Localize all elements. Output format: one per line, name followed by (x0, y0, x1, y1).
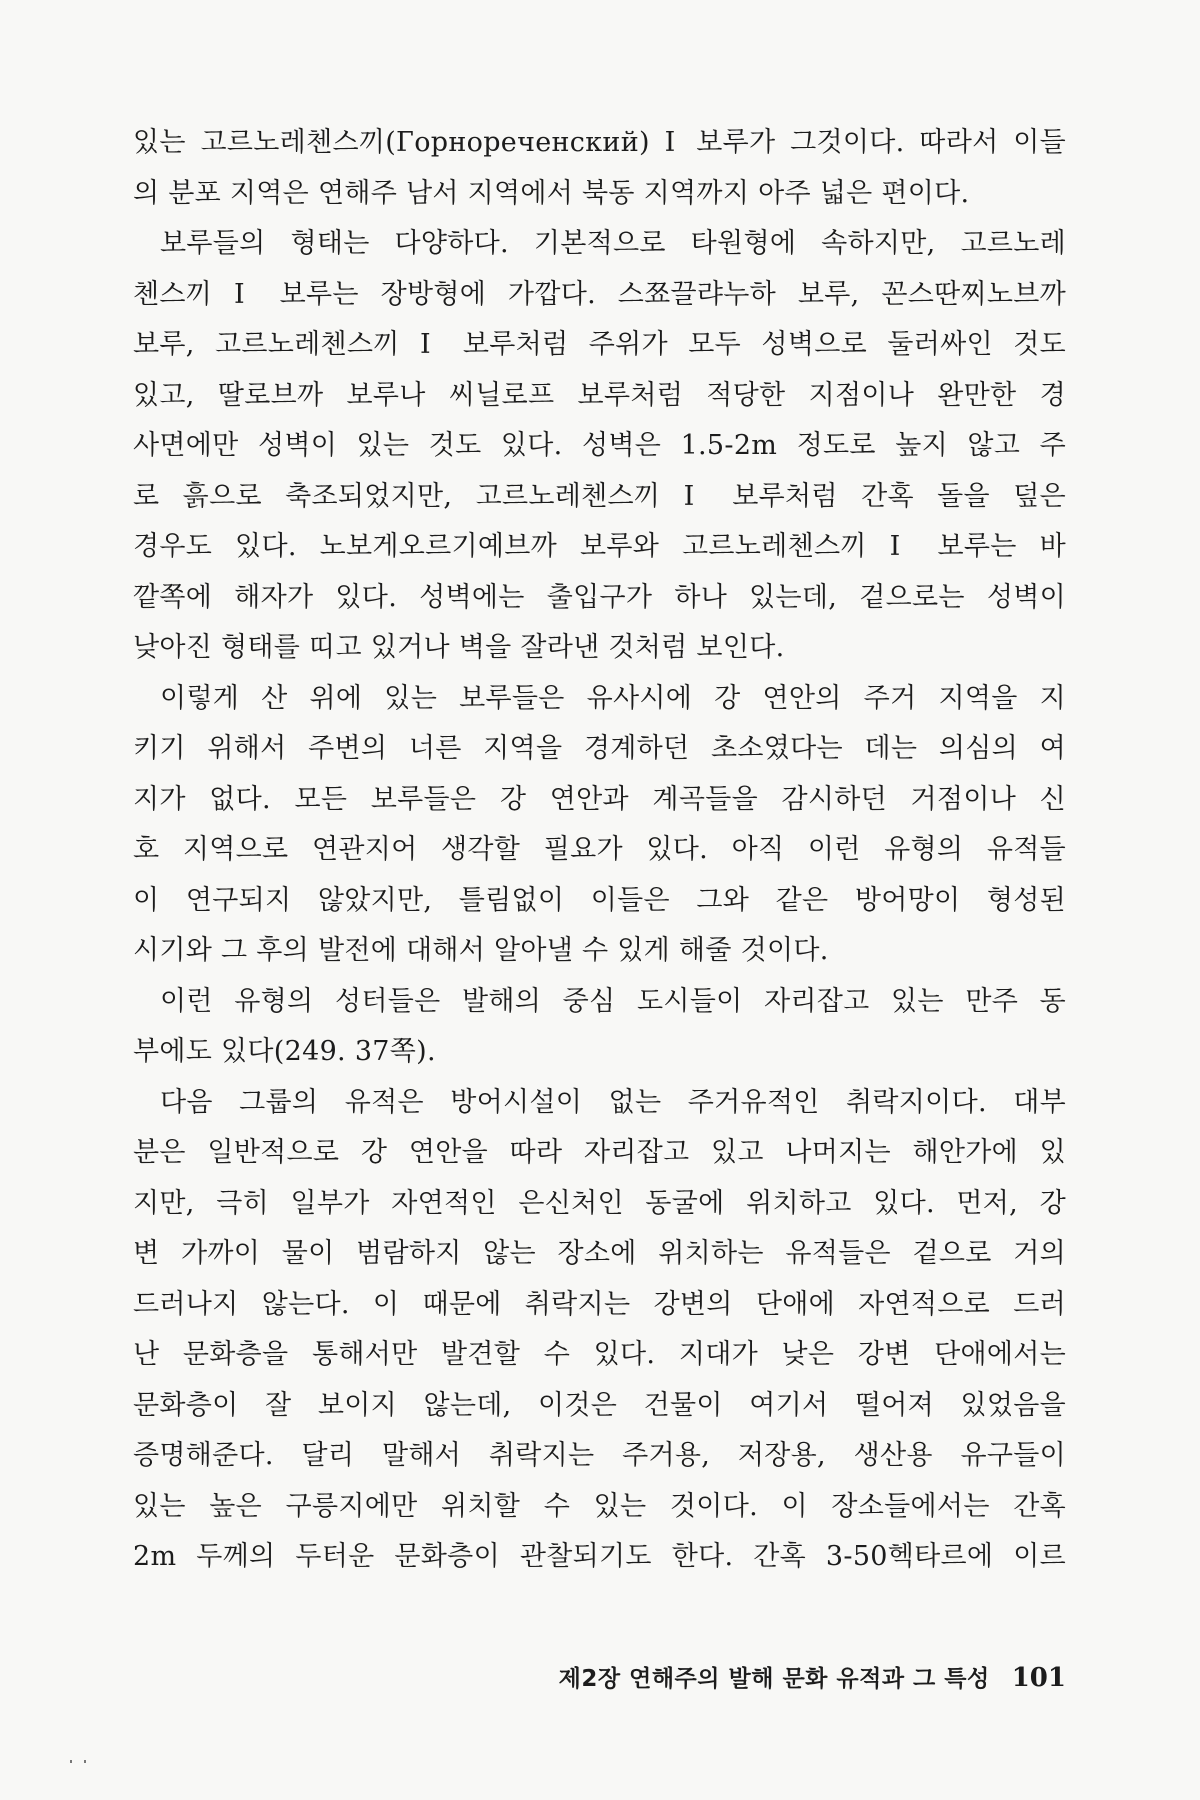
text-line: 로 흙으로 축조되었지만, 고르노레첸스끼 Ⅰ 보루처럼 간혹 돌을 덮은 (133, 480, 1066, 512)
text-line: 보루들의 형태는 다양하다. 기본적으로 타원형에 속하지만, 고르노레 (160, 228, 1066, 259)
scan-artifact-mark (70, 1760, 90, 1768)
text-line: 경우도 있다. 노보게오르기예브까 보루와 고르노레첸스끼 Ⅰ 보루는 바 (133, 531, 1066, 562)
text-line: 이 연구되지 않았지만, 틀림없이 이들은 그와 같은 방어망이 형성된 (133, 884, 1066, 916)
text-line: 낮아진 형태를 띠고 있거나 벽을 잘라낸 것처럼 보인다. (133, 632, 785, 663)
text-line: 증명해준다. 달리 말해서 취락지는 주거용, 저장용, 생산용 유구들이 (133, 1440, 1066, 1471)
running-title: 제2장 연해주의 발해 문화 유적과 그 특성 (558, 1666, 990, 1692)
text-line: 드러나지 않는다. 이 때문에 취락지는 강변의 단애에 자연적으로 드러 (133, 1288, 1066, 1320)
text-line: 다음 그룹의 유적은 방어시설이 없는 주거유적인 취락지이다. 대부 (160, 1086, 1066, 1118)
text-line: 있는 고르노레첸스끼(Горнореченский) Ⅰ 보루가 그것이다. 따라서 이들 (133, 127, 1066, 158)
text-line: 2m 두께의 두터운 문화층이 관찰되기도 한다. 간혹 3-50헥타르에 이르 (133, 1541, 1066, 1572)
text-line: 첸스끼 Ⅰ 보루는 장방형에 가깝다. 스쬬끌랴누하 보루, 꼰스딴찌노브까 (133, 278, 1066, 310)
text-line: 지만, 극히 일부가 자연적인 은신처인 동굴에 위치하고 있다. 먼저, 강 (133, 1187, 1066, 1219)
text-line: 있고, 딸로브까 보루나 씨닐로프 보루처럼 적당한 지점이나 완만한 경 (133, 379, 1066, 411)
page-number: 101 (1011, 1663, 1066, 1693)
text-line: 변 가까이 물이 범람하지 않는 장소에 위치하는 유적들은 겉으로 거의 (133, 1238, 1066, 1269)
body-text (133, 118, 1066, 1583)
text-line: 이렇게 산 위에 있는 보루들은 유사시에 강 연안의 주거 지역을 지 (160, 682, 1066, 714)
text-line: 있는 높은 구릉지에만 위치할 수 있는 것이다. 이 장소들에서는 간혹 (133, 1490, 1066, 1522)
text-line: 시기와 그 후의 발전에 대해서 알아낼 수 있게 해줄 것이다. (133, 935, 829, 966)
text-line: 난 문화층을 통해서만 발견할 수 있다. 지대가 낮은 강변 단애에서는 (133, 1339, 1066, 1370)
text-line: 문화층이 잘 보이지 않는데, 이것은 건물이 여기서 떨어져 있었음을 (133, 1389, 1066, 1421)
text-line: 보루, 고르노레첸스끼 Ⅰ 보루처럼 주위가 모두 성벽으로 둘러싸인 것도 (133, 329, 1066, 360)
text-line: 키기 위해서 주변의 너른 지역을 경계하던 초소였다는 데는 의심의 여 (133, 733, 1066, 764)
page-footer (500, 1660, 1066, 1700)
text-line: 깥쪽에 해자가 있다. 성벽에는 출입구가 하나 있는데, 겉으로는 성벽이 (133, 581, 1066, 613)
text-line: 호 지역으로 연관지어 생각할 필요가 있다. 아직 이런 유형의 유적들 (133, 834, 1066, 865)
text-line: 부에도 있다(249. 37쪽). (133, 1036, 436, 1067)
text-line: 이런 유형의 성터들은 발해의 중심 도시들이 자리잡고 있는 만주 동 (160, 985, 1066, 1017)
text-line: 지가 없다. 모든 보루들은 강 연안과 계곡들을 감시하던 거점이나 신 (133, 783, 1066, 815)
text-line: 사면에만 성벽이 있는 것도 있다. 성벽은 1.5-2m 정도로 높지 않고 주 (133, 430, 1066, 461)
text-line: 분은 일반적으로 강 연안을 따라 자리잡고 있고 나머지는 해안가에 있 (133, 1137, 1066, 1168)
text-line: 의 분포 지역은 연해주 남서 지역에서 북동 지역까지 아주 넓은 편이다. (133, 177, 970, 209)
